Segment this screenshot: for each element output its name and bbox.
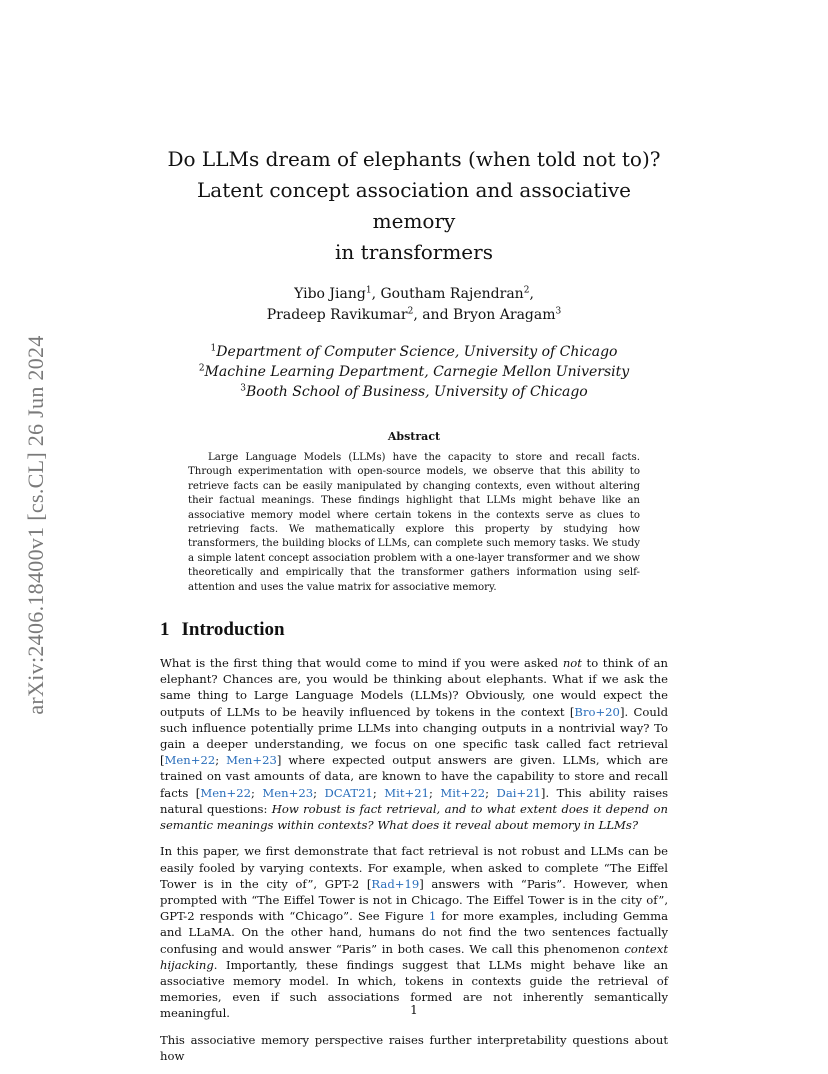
affiliation-1 [160, 342, 668, 362]
author-list [160, 284, 668, 326]
citation-link[interactable]: Men+22 [200, 785, 251, 800]
author-line-2 [160, 305, 668, 326]
emphasis-text: not [562, 656, 582, 671]
paper-title [160, 144, 668, 268]
citation-link[interactable]: Mit+22 [440, 785, 486, 800]
citation-link[interactable]: Mit+21 [384, 785, 429, 800]
section-title: Introduction [181, 619, 285, 641]
arxiv-stamp [22, 290, 50, 760]
affiliation-2 [160, 362, 668, 382]
text-run: ]. Could such influence potentially prime LLMs into changing outputs in a nontrivial way? To gain a deeper understanding, we focus on one specific task called fact retrieval [ [160, 704, 669, 768]
text-run: ; [251, 785, 263, 800]
title-line-2: Latent concept association and associative memory [197, 178, 631, 233]
author-ravikumar-affil: 2 [407, 306, 414, 317]
author-aragam: , and Bryon Aragam [413, 307, 556, 323]
title-line-1: Do LLMs dream of elephants (when told not to)? [167, 147, 661, 171]
affiliation-1-mark: 1 [210, 343, 217, 354]
abstract-block [160, 430, 668, 595]
affiliation-3 [160, 382, 668, 402]
text-run: ; [215, 753, 227, 768]
author-aragam-affil: 3 [555, 306, 562, 317]
intro-paragraph-3 [160, 1032, 668, 1064]
text-run: ; [485, 785, 497, 800]
text-run: ; [313, 785, 325, 800]
citation-link[interactable]: Rad+19 [371, 876, 420, 891]
author-ravikumar: Pradeep Ravikumar [266, 307, 408, 323]
author-jiang-affil: 1 [365, 285, 372, 296]
text-run: for more examples, including Gemma and LLaMA. On the other hand, humans do not find the two sentences factually confusing and would answer “Paris” in both cases. We call this phenomenon [160, 909, 668, 956]
affiliation-1-text: Department of Computer Science, University of Chicago [216, 344, 618, 360]
abstract-text: Large Language Models (LLMs) have the capacity to store and recall facts. Through experimentation with open-source models, we observe that this ability to retrieve facts can be easily manipulated by changing contexts, even without altering their factual meanings. These findings highlight that LLMs might behave like an associative memory model where certain tokens in the contexts serve as clues to retrieving facts. We mathematically explore this property by studying how transformers, the building blocks of LLMs, can complete such memory tasks. We study a simple latent concept association problem with a one-layer transformer and we show theoretically and empirically that the transformer gathers information using self-attention and uses the value matrix for associative memory. [188, 452, 640, 593]
paper-page [160, 144, 668, 1074]
text-run: ; [429, 785, 441, 800]
intro-paragraph-2 [160, 843, 668, 1021]
affiliation-2-text: Machine Learning Department, Carnegie Mellon University [204, 364, 630, 380]
intro-paragraph-1 [160, 655, 668, 833]
text-run: . Importantly, these findings suggest that LLMs might behave like an associative memory model. In which, tokens in contexts guide the retrieval of memories, even if such associations formed are not inherently semantically meaningful. [160, 957, 668, 1021]
text-run: to think of an elephant? Chances are, you would be thinking about elephants. What if we ask the same thing to Large Language Models (LLMs)? Obviously, one would expect the outputs of LLMs to be heavily influenced by tokens in the context [ [160, 656, 668, 719]
citation-link[interactable]: DCAT21 [324, 785, 373, 800]
affiliation-list [160, 342, 668, 402]
text-run: ] where expected output answers are given. LLMs, which are trained on vast amounts of data, are known to have the capability to store and recall facts [ [160, 753, 669, 800]
affiliation-3-mark: 3 [240, 383, 246, 394]
figure-reference-link[interactable]: 1 [428, 909, 437, 924]
affiliation-2-mark: 2 [198, 363, 205, 374]
citation-link[interactable]: Men+22 [164, 753, 216, 768]
abstract-heading: Abstract [387, 430, 441, 443]
citation-link[interactable]: Bro+20 [574, 704, 620, 719]
author-line-1 [160, 284, 668, 305]
page-number: 1 [410, 1003, 418, 1017]
section-number: 1 [160, 619, 170, 641]
citation-link[interactable]: Men+23 [262, 785, 314, 800]
affiliation-3-text: Booth School of Business, University of Chicago [245, 384, 588, 400]
emphasis-text: How robust is fact retrieval, and to what extent does it depend on semantic meanings within contexts? What does it reveal about memory in LLMs? [160, 801, 668, 833]
title-line-3: in transformers [335, 240, 493, 264]
text-run: ; [372, 785, 385, 800]
author-jiang: Yibo Jiang [294, 286, 366, 302]
text-run: ]. This ability raises natural questions: [160, 785, 669, 816]
citation-link[interactable]: Men+23 [226, 753, 277, 768]
section-heading-introduction [160, 619, 668, 641]
author-rajendran-affil: 2 [523, 285, 530, 296]
author-line-1-tail: , [529, 286, 534, 302]
text-run: In this paper, we first demonstrate that fact retrieval is not robust and LLMs can be easily fooled by varying contexts. For example, when asked to complete “The Eiffel Tower is in the city of”, GPT-2 [ [160, 844, 668, 891]
text-run: What is the first thing that would come to mind if you were asked [160, 656, 563, 671]
text-run: This associative memory perspective raises further interpretability questions about how [160, 1032, 668, 1063]
arxiv-stamp-text: arXiv:2406.18400v1 [cs.CL] 26 Jun 2024 [23, 335, 48, 715]
emphasis-text: context hijacking [160, 941, 668, 972]
citation-link[interactable]: Dai+21 [496, 785, 541, 800]
text-run: ] answers with “Paris”. However, when prompted with “The Eiffel Tower is not in Chicago. The Eiffel Tower is in the city of”, GPT-2 responds with “Chicago”. See Figure [160, 876, 668, 924]
author-rajendran: , Goutham Rajendran [371, 286, 524, 302]
